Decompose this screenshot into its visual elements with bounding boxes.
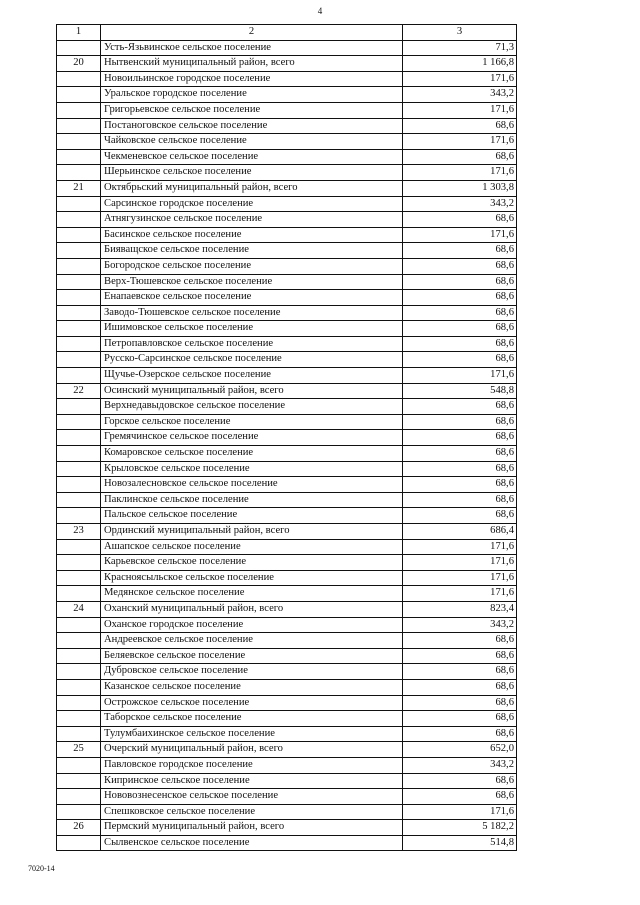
row-value-cell: 68,6 (403, 352, 517, 368)
row-number-cell (57, 134, 101, 150)
row-name-cell: Ишимовское сельское поселение (101, 321, 403, 337)
row-number-cell (57, 617, 101, 633)
row-number-cell: 26 (57, 820, 101, 836)
row-number-cell (57, 757, 101, 773)
row-name-cell: Павловское городское поселение (101, 757, 403, 773)
row-name-cell: Сылвенское сельское поселение (101, 835, 403, 851)
row-number-cell (57, 477, 101, 493)
row-number-cell (57, 227, 101, 243)
table-row (57, 399, 517, 415)
row-value-cell: 68,6 (403, 336, 517, 352)
row-number-cell (57, 664, 101, 680)
table-row (57, 461, 517, 477)
row-value-cell: 68,6 (403, 773, 517, 789)
row-name-cell: Кипринское сельское поселение (101, 773, 403, 789)
row-name-cell: Очерский муниципальный район, всего (101, 742, 403, 758)
row-number-cell (57, 555, 101, 571)
row-value-cell: 343,2 (403, 757, 517, 773)
row-name-cell: Таборское сельское поселение (101, 711, 403, 727)
row-value-cell: 68,6 (403, 290, 517, 306)
row-number-cell (57, 87, 101, 103)
table-row (57, 586, 517, 602)
table-row (57, 617, 517, 633)
table-row (57, 118, 517, 134)
table-row (57, 757, 517, 773)
row-number-cell: 21 (57, 180, 101, 196)
table-row (57, 321, 517, 337)
row-number-cell (57, 633, 101, 649)
row-value-cell: 343,2 (403, 196, 517, 212)
row-number-cell (57, 414, 101, 430)
table-row (57, 773, 517, 789)
row-value-cell: 652,0 (403, 742, 517, 758)
row-value-cell: 68,6 (403, 477, 517, 493)
row-value-cell: 68,6 (403, 664, 517, 680)
row-name-cell: Енапаевское сельское поселение (101, 290, 403, 306)
row-number-cell (57, 586, 101, 602)
row-value-cell: 68,6 (403, 461, 517, 477)
row-value-cell: 68,6 (403, 711, 517, 727)
row-name-cell: Заводо-Тюшевское сельское поселение (101, 305, 403, 321)
row-value-cell: 171,6 (403, 165, 517, 181)
row-value-cell: 68,6 (403, 648, 517, 664)
row-number-cell (57, 804, 101, 820)
row-value-cell: 68,6 (403, 212, 517, 228)
table-row (57, 446, 517, 462)
row-value-cell: 686,4 (403, 524, 517, 540)
row-name-cell: Оханский муниципальный район, всего (101, 601, 403, 617)
table-row (57, 555, 517, 571)
row-value-cell: 68,6 (403, 679, 517, 695)
row-value-cell: 68,6 (403, 633, 517, 649)
table-row (57, 227, 517, 243)
row-name-cell: Комаровское сельское поселение (101, 446, 403, 462)
row-number-cell (57, 679, 101, 695)
table-row (57, 430, 517, 446)
table-row (57, 835, 517, 851)
row-name-cell: Григорьевское сельское поселение (101, 102, 403, 118)
row-value-cell: 68,6 (403, 492, 517, 508)
row-name-cell: Оханское городское поселение (101, 617, 403, 633)
table-row (57, 508, 517, 524)
row-value-cell: 171,6 (403, 71, 517, 87)
row-name-cell: Ашапское сельское поселение (101, 539, 403, 555)
row-number-cell (57, 773, 101, 789)
row-value-cell: 171,6 (403, 586, 517, 602)
row-number-cell (57, 305, 101, 321)
table-row (57, 134, 517, 150)
row-name-cell: Новозалесновское сельское поселение (101, 477, 403, 493)
row-number-cell: 23 (57, 524, 101, 540)
table-row (57, 290, 517, 306)
row-name-cell: Медянское сельское поселение (101, 586, 403, 602)
table-row (57, 165, 517, 181)
table-row (57, 368, 517, 384)
row-value-cell: 171,6 (403, 570, 517, 586)
row-number-cell (57, 258, 101, 274)
row-name-cell: Чайковское сельское поселение (101, 134, 403, 150)
table-body (57, 40, 517, 851)
row-name-cell: Тулумбаихинское сельское поселение (101, 726, 403, 742)
table-row (57, 726, 517, 742)
table-header-row (57, 25, 517, 41)
table-row (57, 664, 517, 680)
table-row (57, 196, 517, 212)
row-name-cell: Пермский муниципальный район, всего (101, 820, 403, 836)
table-row (57, 71, 517, 87)
table-row (57, 648, 517, 664)
row-value-cell: 171,6 (403, 539, 517, 555)
table-row (57, 742, 517, 758)
table-row (57, 352, 517, 368)
table-row (57, 212, 517, 228)
row-number-cell (57, 446, 101, 462)
row-number-cell (57, 243, 101, 259)
document-code: 7020-14 (28, 864, 55, 873)
row-value-cell: 514,8 (403, 835, 517, 851)
row-value-cell: 68,6 (403, 399, 517, 415)
row-value-cell: 68,6 (403, 789, 517, 805)
row-name-cell: Крыловское сельское поселение (101, 461, 403, 477)
table-row (57, 695, 517, 711)
row-number-cell (57, 165, 101, 181)
row-name-cell: Атнягузинское сельское поселение (101, 212, 403, 228)
table-row (57, 679, 517, 695)
row-value-cell: 68,6 (403, 149, 517, 165)
row-name-cell: Октябрьский муниципальный район, всего (101, 180, 403, 196)
row-value-cell: 68,6 (403, 726, 517, 742)
page-number: 4 (317, 6, 323, 16)
row-value-cell: 171,6 (403, 555, 517, 571)
row-value-cell: 68,6 (403, 414, 517, 430)
row-number-cell (57, 399, 101, 415)
row-number-cell (57, 352, 101, 368)
row-number-cell (57, 149, 101, 165)
allocation-table (56, 24, 517, 851)
row-value-cell: 68,6 (403, 430, 517, 446)
table-row (57, 274, 517, 290)
row-name-cell: Уральское городское поселение (101, 87, 403, 103)
table-row (57, 570, 517, 586)
row-name-cell: Верх-Тюшевское сельское поселение (101, 274, 403, 290)
column-header-value: 3 (403, 25, 517, 41)
row-name-cell: Острожское сельское поселение (101, 695, 403, 711)
row-name-cell: Нововознесенское сельское поселение (101, 789, 403, 805)
row-value-cell: 68,6 (403, 118, 517, 134)
row-value-cell: 68,6 (403, 695, 517, 711)
row-value-cell: 68,6 (403, 274, 517, 290)
row-number-cell (57, 726, 101, 742)
table-row (57, 539, 517, 555)
table-row (57, 601, 517, 617)
row-name-cell: Гремячинское сельское поселение (101, 430, 403, 446)
table-row (57, 477, 517, 493)
row-name-cell: Дубровское сельское поселение (101, 664, 403, 680)
row-name-cell: Петропавловское сельское поселение (101, 336, 403, 352)
row-number-cell (57, 570, 101, 586)
row-number-cell (57, 539, 101, 555)
row-name-cell: Паклинское сельское поселение (101, 492, 403, 508)
row-value-cell: 71,3 (403, 40, 517, 56)
row-value-cell: 171,6 (403, 134, 517, 150)
column-header-name: 2 (101, 25, 403, 41)
row-name-cell: Пальское сельское поселение (101, 508, 403, 524)
table-row (57, 102, 517, 118)
row-name-cell: Постаноговское сельское поселение (101, 118, 403, 134)
row-number-cell (57, 196, 101, 212)
row-name-cell: Сарсинское городское поселение (101, 196, 403, 212)
table-row (57, 180, 517, 196)
row-number-cell (57, 71, 101, 87)
row-name-cell: Красноясыльское сельское поселение (101, 570, 403, 586)
row-value-cell: 171,6 (403, 102, 517, 118)
table-row (57, 40, 517, 56)
row-name-cell: Ординский муниципальный район, всего (101, 524, 403, 540)
row-number-cell: 25 (57, 742, 101, 758)
table-row (57, 383, 517, 399)
table-row (57, 524, 517, 540)
row-name-cell: Русско-Сарсинское сельское поселение (101, 352, 403, 368)
row-value-cell: 68,6 (403, 508, 517, 524)
row-number-cell (57, 336, 101, 352)
row-value-cell: 171,6 (403, 368, 517, 384)
row-name-cell: Богородское сельское поселение (101, 258, 403, 274)
table-row (57, 804, 517, 820)
row-name-cell: Шерьинское сельское поселение (101, 165, 403, 181)
table-row (57, 633, 517, 649)
row-number-cell (57, 40, 101, 56)
row-number-cell (57, 290, 101, 306)
table-row (57, 149, 517, 165)
row-number-cell (57, 492, 101, 508)
table-row (57, 789, 517, 805)
row-number-cell: 20 (57, 56, 101, 72)
table-row (57, 336, 517, 352)
row-name-cell: Усть-Язьвинское сельское поселение (101, 40, 403, 56)
row-name-cell: Андреевское сельское поселение (101, 633, 403, 649)
row-number-cell (57, 274, 101, 290)
row-value-cell: 1 303,8 (403, 180, 517, 196)
row-name-cell: Осинский муниципальный район, всего (101, 383, 403, 399)
row-number-cell (57, 835, 101, 851)
row-value-cell: 823,4 (403, 601, 517, 617)
row-name-cell: Щучье-Озерское сельское поселение (101, 368, 403, 384)
row-value-cell: 5 182,2 (403, 820, 517, 836)
row-value-cell: 1 166,8 (403, 56, 517, 72)
row-number-cell (57, 321, 101, 337)
row-number-cell (57, 368, 101, 384)
row-value-cell: 548,8 (403, 383, 517, 399)
row-number-cell (57, 212, 101, 228)
row-name-cell: Верхнедавыдовское сельское поселение (101, 399, 403, 415)
row-value-cell: 68,6 (403, 321, 517, 337)
table-row (57, 56, 517, 72)
row-name-cell: Беляевское сельское поселение (101, 648, 403, 664)
row-number-cell (57, 648, 101, 664)
row-name-cell: Казанское сельское поселение (101, 679, 403, 695)
table-row (57, 820, 517, 836)
table-row (57, 258, 517, 274)
row-value-cell: 171,6 (403, 804, 517, 820)
row-name-cell: Карьевское сельское поселение (101, 555, 403, 571)
row-number-cell (57, 695, 101, 711)
row-number-cell (57, 102, 101, 118)
row-name-cell: Спешковское сельское поселение (101, 804, 403, 820)
row-value-cell: 343,2 (403, 87, 517, 103)
column-header-number: 1 (57, 25, 101, 41)
row-name-cell: Бияващское сельское поселение (101, 243, 403, 259)
row-number-cell (57, 118, 101, 134)
table-row (57, 492, 517, 508)
row-value-cell: 171,6 (403, 227, 517, 243)
row-name-cell: Новоильинское городское поселение (101, 71, 403, 87)
table-row (57, 87, 517, 103)
row-value-cell: 68,6 (403, 446, 517, 462)
row-value-cell: 68,6 (403, 243, 517, 259)
row-value-cell: 68,6 (403, 305, 517, 321)
row-value-cell: 343,2 (403, 617, 517, 633)
row-name-cell: Горское сельское поселение (101, 414, 403, 430)
row-number-cell: 22 (57, 383, 101, 399)
row-name-cell: Басинское сельское поселение (101, 227, 403, 243)
row-number-cell (57, 711, 101, 727)
row-number-cell (57, 789, 101, 805)
row-number-cell (57, 461, 101, 477)
table-row (57, 243, 517, 259)
row-number-cell: 24 (57, 601, 101, 617)
row-value-cell: 68,6 (403, 258, 517, 274)
table-row (57, 711, 517, 727)
row-name-cell: Чекменевское сельское поселение (101, 149, 403, 165)
row-number-cell (57, 430, 101, 446)
row-name-cell: Нытвенский муниципальный район, всего (101, 56, 403, 72)
table-row (57, 305, 517, 321)
row-number-cell (57, 508, 101, 524)
table-row (57, 414, 517, 430)
